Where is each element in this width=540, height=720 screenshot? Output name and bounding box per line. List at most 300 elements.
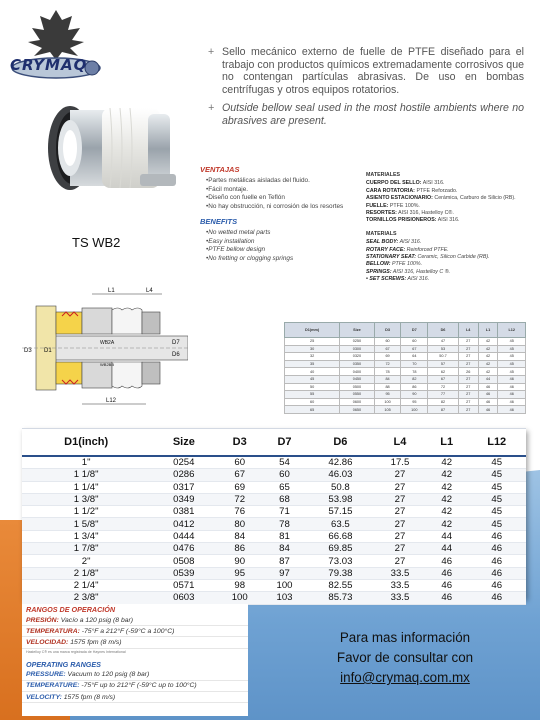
range-key: TEMPERATURA: [26, 627, 80, 635]
table-cell: 87 [428, 406, 459, 414]
diagram-label: WB2BB [100, 362, 115, 367]
material-value: AISI 316, Hastelloy C®. [398, 210, 454, 217]
table-cell: 46 [426, 567, 467, 579]
table-header: D6 [428, 323, 459, 338]
table-cell: 78 [401, 368, 428, 376]
material-row [366, 203, 536, 210]
table-cell: 0254 [150, 456, 217, 469]
table-row [285, 398, 526, 406]
seal-cross-section-diagram [22, 286, 188, 410]
table-cell: 1 5/8" [22, 518, 150, 530]
material-key: • SET SCREWS: [366, 276, 407, 283]
diagram-label: WB2A [100, 340, 115, 346]
table-header: D7 [262, 429, 307, 457]
table-cell: 46 [426, 579, 467, 591]
diagram-label: L4 [146, 288, 153, 294]
table-cell: 54 [262, 456, 307, 469]
table-cell: 53.98 [307, 493, 374, 505]
table-cell: 57 [428, 360, 459, 368]
table-cell: 46 [478, 383, 498, 391]
range-key: PRESSURE: [26, 671, 66, 679]
ranges-en-title: OPERATING RANGES [26, 659, 101, 669]
table-cell: 0571 [150, 579, 217, 591]
table-cell: 90 [217, 555, 262, 567]
table-cell: 98 [217, 579, 262, 591]
list-item: • No hay obstrucción, ni corrosión de los resortes [206, 203, 360, 212]
range-row [22, 681, 248, 692]
table-cell: 87 [262, 555, 307, 567]
table-cell: 45 [467, 493, 526, 505]
table-cell: 46 [467, 543, 526, 555]
table-row [285, 345, 526, 353]
table-header: D1(mm) [285, 323, 340, 338]
features-block [200, 166, 360, 264]
table-cell: 27 [458, 338, 478, 346]
material-value: PTFE 100%. [392, 261, 423, 268]
table-cell: 82 [401, 375, 428, 383]
material-value: Reinforced PTFE. [406, 246, 449, 253]
table-cell: 63.5 [307, 518, 374, 530]
material-row [366, 269, 536, 276]
diagram-label: D6 [172, 352, 180, 358]
material-row [366, 239, 536, 246]
features-es-title: VENTAJAS [200, 165, 240, 174]
table-row [22, 493, 526, 505]
table-cell: 82 [428, 398, 459, 406]
table-row [22, 456, 526, 469]
table-row [22, 543, 526, 555]
table-cell: 42 [478, 360, 498, 368]
table-cell: 27 [458, 375, 478, 383]
table-header: Size [150, 429, 217, 457]
description-en: + Outside bellow seal used in the most hostile ambients where no abrasives are present. [208, 102, 524, 127]
plus-bullet-icon: + [208, 102, 215, 115]
table-cell: 72 [217, 493, 262, 505]
table-cell: 33.5 [374, 567, 426, 579]
diagram-label: D7 [172, 340, 180, 346]
table-header: L1 [426, 429, 467, 457]
table-header: L1 [478, 323, 498, 338]
table-cell: 86 [401, 383, 428, 391]
range-row [22, 670, 248, 681]
table-cell: 46 [467, 530, 526, 542]
table-cell: 32 [285, 353, 340, 361]
diagram-label: D3 [24, 348, 32, 354]
table-cell: 46 [478, 391, 498, 399]
table-cell: 64 [401, 353, 428, 361]
table-cell: 1 3/4" [22, 530, 150, 542]
table-cell: 100 [401, 406, 428, 414]
list-item: • Fácil montaje. [206, 186, 360, 195]
table-cell: 80 [217, 518, 262, 530]
table-cell: 76 [217, 506, 262, 518]
material-key: SPRINGS: [366, 268, 392, 275]
table-cell: 0320 [340, 353, 374, 361]
table-cell: 67 [374, 345, 401, 353]
list-item: • Easy installation [206, 238, 360, 247]
table-cell: 50.8 [307, 481, 374, 493]
table-cell: 84 [374, 375, 401, 383]
list-item: • No wetted metal parts [206, 229, 360, 238]
table-cell: 1 1/8" [22, 469, 150, 481]
table-cell: 79.38 [307, 567, 374, 579]
material-key: TORNILLOS PRISIONEROS: [366, 217, 437, 224]
table-cell: 0539 [150, 567, 217, 579]
table-cell: 2 3/8" [22, 592, 150, 604]
table-cell: 86 [217, 543, 262, 555]
table-cell: 45 [467, 469, 526, 481]
materials-block [366, 172, 536, 284]
range-value: 1575 fpm (8 m/s) [70, 638, 122, 646]
material-row [366, 254, 536, 261]
list-item: • Diseño con fuelle en Teflón [206, 194, 360, 203]
table-cell: 27 [374, 555, 426, 567]
table-cell: 46 [467, 592, 526, 604]
table-cell: 40 [285, 368, 340, 376]
table-cell: 85.73 [307, 592, 374, 604]
table-cell: 45 [467, 518, 526, 530]
table-header: L12 [498, 323, 526, 338]
material-key: SEAL BODY: [366, 239, 399, 246]
table-cell: 50 [285, 383, 340, 391]
table-header: D7 [401, 323, 428, 338]
diagram-label: D1 [44, 348, 52, 354]
table-row [285, 406, 526, 414]
table-cell: 26 [458, 368, 478, 376]
table-cell: 1" [22, 456, 150, 469]
contact-block [300, 628, 510, 688]
table-cell: 45 [498, 368, 526, 376]
table-cell: 100 [262, 579, 307, 591]
features-en-list [200, 229, 360, 264]
table-cell: 46 [498, 375, 526, 383]
materials-en-title: MATERIALS [366, 230, 397, 237]
table-cell: 65 [262, 481, 307, 493]
table-cell: 1 1/4" [22, 481, 150, 493]
seal-product-photo [40, 100, 180, 204]
table-cell: 45 [285, 375, 340, 383]
table-cell: 45 [467, 481, 526, 493]
range-value: Vacuum to 120 psig (8 bar) [67, 671, 150, 679]
table-cell: 84 [262, 543, 307, 555]
table-cell: 42 [478, 345, 498, 353]
table-cell: 46.03 [307, 469, 374, 481]
table-cell: 45 [467, 456, 526, 469]
table-row [285, 383, 526, 391]
table-cell: 0603 [150, 592, 217, 604]
table-cell: 42 [478, 368, 498, 376]
brand-name: CRYMAQ [10, 56, 88, 74]
material-value: Cerámica, Carburo de Silicio (RB). [434, 195, 516, 202]
material-row [366, 276, 536, 283]
material-row [366, 188, 536, 195]
table-cell: 33.5 [374, 592, 426, 604]
table-cell: 46 [467, 579, 526, 591]
contact-line-2: Favor de consultar con [336, 650, 474, 665]
range-value: Vacío a 120 psig (8 bar) [60, 616, 134, 624]
table-cell: 0444 [150, 530, 217, 542]
table-cell: 2 1/4" [22, 579, 150, 591]
table-cell: 46 [467, 567, 526, 579]
table-cell: 100 [374, 398, 401, 406]
table-cell: 69.85 [307, 543, 374, 555]
table-cell: 1 3/8" [22, 493, 150, 505]
table-cell: 27 [374, 518, 426, 530]
material-key: CARA ROTATORIA: [366, 187, 415, 194]
table-cell: 0508 [150, 555, 217, 567]
table-cell: 67 [401, 345, 428, 353]
material-value: PTFE 100%. [389, 202, 420, 209]
table-cell: 90 [401, 391, 428, 399]
table-cell: 2" [22, 555, 150, 567]
table-cell: 0381 [150, 506, 217, 518]
table-cell: 105 [374, 406, 401, 414]
table-cell: 0412 [150, 518, 217, 530]
materials-en [366, 231, 536, 284]
table-cell: 0650 [340, 406, 374, 414]
table-cell: 46 [498, 383, 526, 391]
table-cell: 46 [498, 398, 526, 406]
table-cell: 42 [426, 481, 467, 493]
table-cell: 35 [285, 360, 340, 368]
list-item: • PTFE bellow design [206, 246, 360, 255]
table-cell: 46 [498, 391, 526, 399]
material-key: CUERPO DEL SELLO: [366, 180, 422, 187]
table-cell: 46 [478, 398, 498, 406]
table-cell: 47 [428, 338, 459, 346]
range-key: PRESIÓN: [26, 616, 59, 624]
table-cell: 0550 [340, 391, 374, 399]
contact-line-1: Para mas información [339, 630, 471, 645]
table-cell: 67 [428, 375, 459, 383]
table-cell: 46 [498, 406, 526, 414]
table-cell: 27 [458, 391, 478, 399]
table-cell: 42 [426, 469, 467, 481]
material-row [366, 217, 536, 224]
material-key: STATIONARY SEAT: [366, 254, 417, 261]
contact-email-link[interactable]: info@crymaq.com.mx [340, 670, 470, 685]
table-cell: 27 [458, 360, 478, 368]
material-value: AISI 316. [407, 276, 430, 283]
list-item: • Partes metálicas aisladas del fluido. [206, 177, 360, 186]
table-cell: 0349 [150, 493, 217, 505]
table-cell: 27 [374, 469, 426, 481]
table-row [22, 555, 526, 567]
table-row [22, 579, 526, 591]
material-value: AISI 316. [437, 217, 460, 224]
material-key: ROTARY FACE: [366, 246, 406, 253]
table-cell: 69 [217, 481, 262, 493]
table-cell: 45 [498, 345, 526, 353]
table-cell: 60 [374, 338, 401, 346]
list-item: • No fretting or clogging springs [206, 255, 360, 264]
table-cell: 65 [285, 406, 340, 414]
table-header: L4 [374, 429, 426, 457]
material-row [366, 210, 536, 217]
table-cell: 42 [478, 338, 498, 346]
table-cell: 0300 [340, 345, 374, 353]
table-row [285, 360, 526, 368]
table-cell: 78 [262, 518, 307, 530]
operating-ranges-block [22, 604, 248, 716]
table-cell: 77 [428, 391, 459, 399]
material-value: Ceramic, Silicon Carbide (RB). [417, 254, 490, 261]
diagram-label: L12 [106, 398, 117, 404]
range-value: -75°F a 212°F (-59°C a 100°C) [81, 627, 175, 635]
material-key: RESORTES: [366, 210, 397, 217]
ranges-es-title: RANGOS DE OPERACIÓN [26, 605, 116, 614]
table-cell: 60 [285, 398, 340, 406]
table-cell: 44 [478, 375, 498, 383]
table-header: D3 [217, 429, 262, 457]
table-row [22, 469, 526, 481]
material-key: BELLOW: [366, 261, 391, 268]
metric-dimensions-table [284, 322, 526, 414]
table-cell: 0286 [150, 469, 217, 481]
table-cell: 71 [262, 506, 307, 518]
table-cell: 95 [217, 567, 262, 579]
table-cell: 95 [374, 391, 401, 399]
table-row [22, 567, 526, 579]
table-cell: 46 [426, 592, 467, 604]
table-row [285, 375, 526, 383]
table-cell: 46 [478, 406, 498, 414]
table-cell: 45 [498, 360, 526, 368]
table-cell: 70 [401, 360, 428, 368]
table-cell: 53 [428, 345, 459, 353]
material-row [366, 195, 536, 202]
table-cell: 95 [401, 398, 428, 406]
features-es-list [200, 177, 360, 212]
table-cell: 100 [217, 592, 262, 604]
table-row [22, 518, 526, 530]
table-cell: 46 [467, 555, 526, 567]
table-cell: 69 [374, 353, 401, 361]
table-cell: 0476 [150, 543, 217, 555]
table-cell: 42.86 [307, 456, 374, 469]
table-row [22, 506, 526, 518]
table-cell: 44 [426, 543, 467, 555]
description-es: + Sello mecánico externo de fuelle de PTFE diseñado para el trabajo con productos químicos extremadamente corrosivos que no contengan partículas abrasivas. De uso en bombas centrífugas y otros equipos rotatorios. [208, 46, 524, 96]
table-header: D1(inch) [22, 429, 150, 457]
material-key: FUELLE: [366, 202, 389, 209]
table-cell: 27 [458, 383, 478, 391]
table-cell: 27 [458, 398, 478, 406]
table-cell: 27 [458, 353, 478, 361]
table-cell: 0450 [340, 375, 374, 383]
inch-dimensions-table-card [22, 428, 526, 604]
product-description [208, 46, 524, 134]
range-key: TEMPERATURE: [26, 682, 80, 690]
table-cell: 44 [426, 530, 467, 542]
range-key: VELOCIDAD: [26, 638, 69, 646]
material-row [366, 247, 536, 254]
table-header: L12 [467, 429, 526, 457]
inch-dimensions-table [22, 428, 526, 605]
material-row [366, 180, 536, 187]
table-cell: 42 [426, 456, 467, 469]
trademark-note: Hastelloy C® es una marca registrada de Haynes International [26, 649, 126, 654]
table-cell: 2 1/8" [22, 567, 150, 579]
range-row [22, 637, 248, 648]
table-cell: 72 [374, 360, 401, 368]
table-header: D6 [307, 429, 374, 457]
table-cell: 62 [428, 368, 459, 376]
table-cell: 81 [262, 530, 307, 542]
table-cell: 0250 [340, 338, 374, 346]
table-header: L4 [458, 323, 478, 338]
model-name: TS WB2 [72, 235, 121, 250]
table-cell: 0317 [150, 481, 217, 493]
table-cell: 0350 [340, 360, 374, 368]
table-cell: 50.7 [428, 353, 459, 361]
table-row [285, 391, 526, 399]
table-cell: 27 [458, 345, 478, 353]
table-cell: 27 [374, 493, 426, 505]
table-row [285, 368, 526, 376]
table-cell: 82.55 [307, 579, 374, 591]
table-header: Size [340, 323, 374, 338]
table-cell: 103 [262, 592, 307, 604]
table-row [285, 353, 526, 361]
table-cell: 33.5 [374, 579, 426, 591]
table-cell: 60 [401, 338, 428, 346]
table-cell: 42 [426, 506, 467, 518]
table-cell: 84 [217, 530, 262, 542]
table-cell: 0500 [340, 383, 374, 391]
table-cell: 46 [426, 555, 467, 567]
features-en-title: BENEFITS [200, 216, 238, 226]
table-cell: 25 [285, 338, 340, 346]
table-cell: 66.68 [307, 530, 374, 542]
table-cell: 67 [217, 469, 262, 481]
range-value: -75°F up to 212°F (-59°C up to 100°C) [81, 682, 197, 690]
table-cell: 27 [374, 530, 426, 542]
table-cell: 57.15 [307, 506, 374, 518]
table-cell: 17.5 [374, 456, 426, 469]
table-cell: 27 [374, 506, 426, 518]
table-cell: 72 [428, 383, 459, 391]
table-cell: 1 1/2" [22, 506, 150, 518]
table-cell: 45 [467, 506, 526, 518]
table-cell: 45 [498, 338, 526, 346]
table-cell: 30 [285, 345, 340, 353]
table-cell: 45 [498, 353, 526, 361]
table-cell: 1 7/8" [22, 543, 150, 555]
range-row [22, 615, 248, 626]
table-cell: 88 [374, 383, 401, 391]
table-cell: 97 [262, 567, 307, 579]
material-value: PTFE Reforzado. [416, 187, 458, 194]
plus-bullet-icon: + [208, 46, 215, 58]
table-cell: 42 [426, 518, 467, 530]
table-cell: 27 [374, 481, 426, 493]
table-cell: 42 [426, 493, 467, 505]
range-key: VELOCITY: [26, 693, 62, 701]
material-row [366, 261, 536, 268]
diagram-label: L1 [108, 288, 115, 294]
range-row [22, 626, 248, 637]
range-value: 1575 fpm (8 m/s) [63, 693, 116, 701]
table-cell: 0400 [340, 368, 374, 376]
material-value: AISI 316. [399, 239, 422, 246]
table-cell: 60 [217, 456, 262, 469]
table-cell: 0600 [340, 398, 374, 406]
table-cell: 68 [262, 493, 307, 505]
table-cell: 73.03 [307, 555, 374, 567]
material-key: ASIENTO ESTACIONARIO: [366, 195, 433, 202]
material-value: AISI 316. [422, 180, 445, 187]
